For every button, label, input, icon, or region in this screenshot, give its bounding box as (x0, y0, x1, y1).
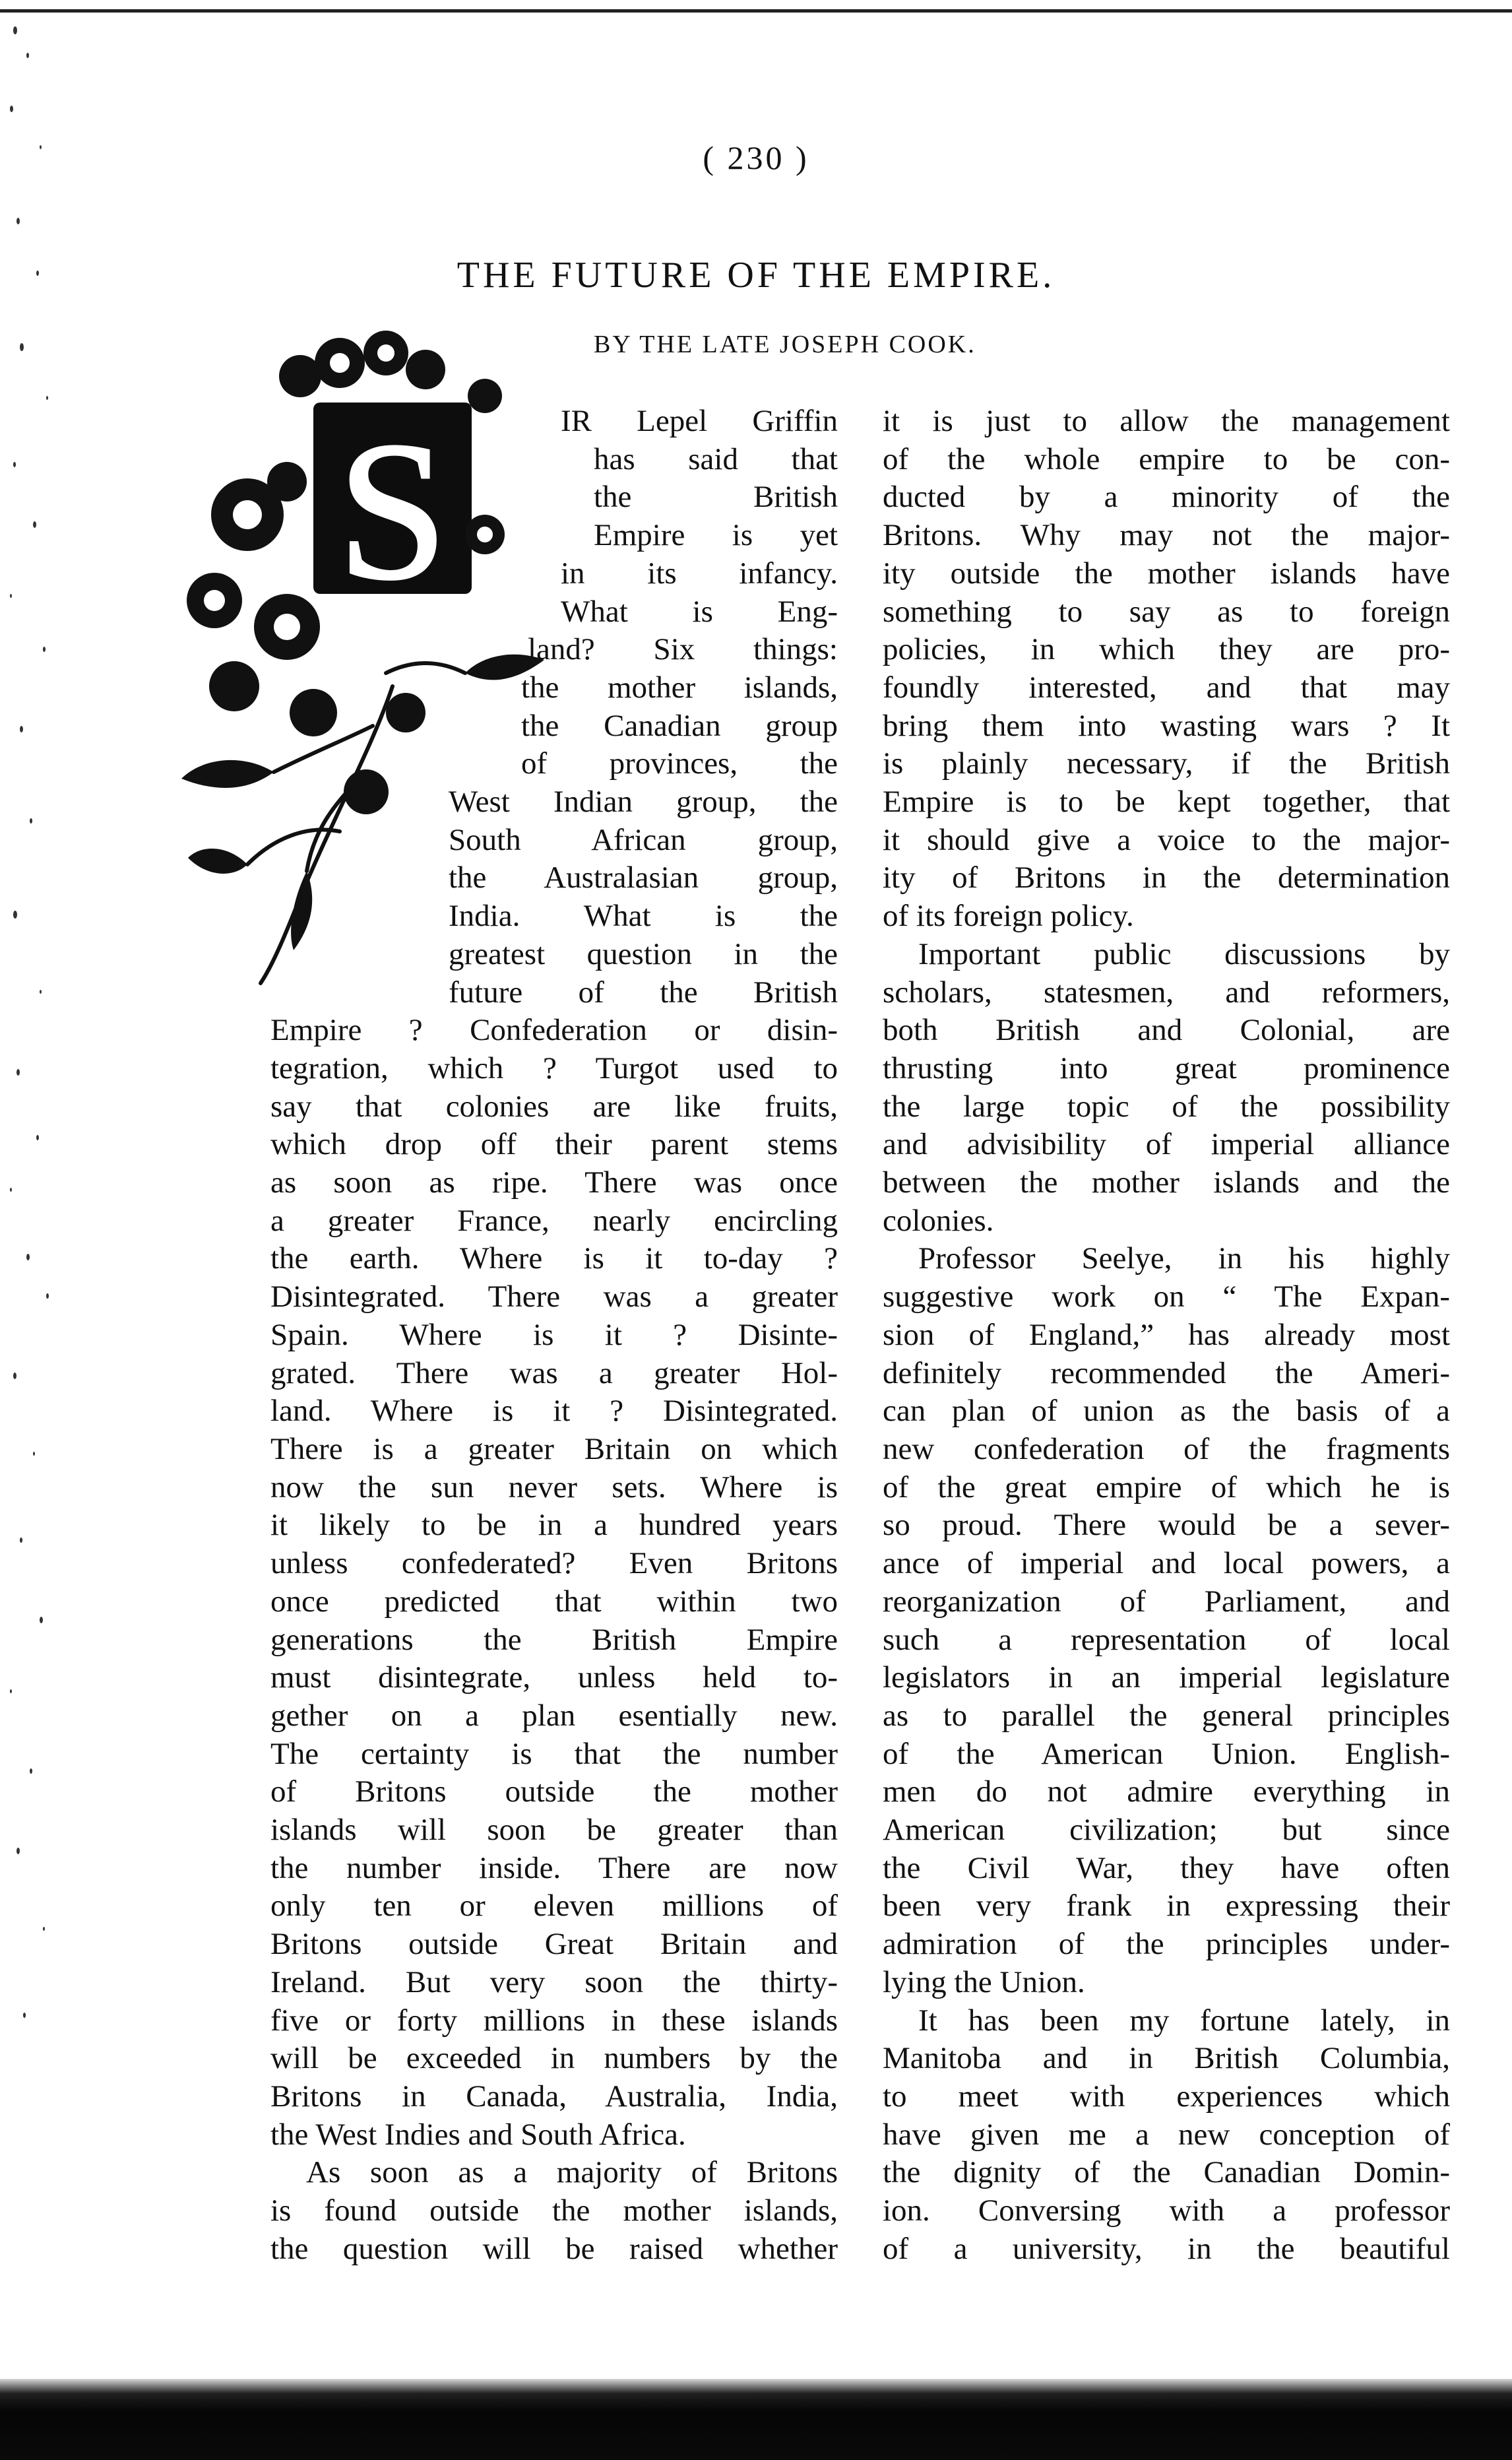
scan-speck (13, 911, 17, 919)
scan-speck (10, 1188, 12, 1192)
right_column-line: ion. Conversing with a professor (883, 2193, 1450, 2228)
right_column-line: of its foreign policy. (883, 899, 1134, 934)
left_column-line: the number inside. There are now (270, 1850, 838, 1885)
scan-speck (20, 1538, 22, 1543)
right_column-line: it is just to allow the management (883, 404, 1450, 438)
left_column-line: Spain. Where is it ? Disinte- (270, 1317, 838, 1352)
left_column-line: land? Six things: (528, 632, 838, 667)
right_column-line: of the whole empire to be con- (883, 441, 1450, 476)
drop-cap-letter: S (337, 401, 448, 620)
right_column-line: the large topic of the possibility (883, 1089, 1450, 1124)
left_column-line: the earth. Where is it to-day ? (270, 1241, 838, 1276)
page-number: ( 230 ) (703, 139, 809, 176)
scan-speck (30, 1768, 32, 1774)
left_column-line: tegration, which ? Turgot used to (270, 1051, 838, 1085)
right_column-line: foundly interested, and that may (883, 670, 1450, 705)
right_column-line: as to parallel the general principles (883, 1698, 1450, 1733)
left_column-line: land. Where is it ? Disintegrated. (270, 1394, 838, 1429)
scan-speck (13, 462, 16, 467)
right_column-line: Empire is to be kept together, that (883, 785, 1450, 820)
right_column-line: policies, in which they are pro- (883, 632, 1450, 667)
left_column-line: the British (594, 480, 838, 515)
left_column-line: of Britons outside the mother (270, 1774, 838, 1809)
left_column-line: the question will be raised whether (270, 2231, 838, 2266)
scan-speck (10, 1689, 12, 1693)
left_column-line: five or forty millions in these islands (270, 2003, 838, 2038)
left-text-column (270, 403, 838, 2268)
left_column-line: once predicted that within two (270, 1584, 838, 1619)
scan-speck (30, 818, 32, 824)
left-margin-scan-marks (0, 0, 73, 2460)
scan-speck (26, 53, 29, 58)
right_column-line: of a university, in the beautiful (883, 2231, 1450, 2266)
right_column-line: can plan of union as the basis of a (883, 1394, 1450, 1429)
right_column-line: Important public discussions by (918, 936, 1450, 971)
left_column-line: Empire is yet (594, 518, 838, 553)
left_column-line: greatest question in the (449, 936, 838, 971)
left_column-line: unless confederated? Even Britons (270, 1546, 838, 1581)
scan-speck (10, 106, 13, 112)
left_column-line: future of the British (449, 975, 838, 1010)
right_column-line: scholars, statesmen, and reformers, (883, 975, 1450, 1010)
left_column-line: The certainty is that the number (270, 1736, 838, 1771)
right_column-line: thrusting into great prominence (883, 1051, 1450, 1085)
scan-speck (20, 343, 24, 351)
scan-speck (16, 1069, 20, 1076)
left_column-line: grated. There was a greater Hol- (270, 1355, 838, 1390)
scan-speck (40, 1617, 43, 1623)
right_column-line: of the American Union. English- (883, 1736, 1450, 1771)
scan-speck (43, 1927, 45, 1931)
bottom-margin (0, 2349, 1512, 2382)
right_column-line: new confederation of the fragments (883, 1431, 1450, 1466)
left_column-line: IR Lepel Griffin (561, 404, 838, 438)
left_column-line: Empire ? Confederation or disin- (270, 1013, 838, 1048)
right_column-line: between the mother islands and the (883, 1165, 1450, 1200)
left_column-line: the Australasian group, (449, 860, 838, 895)
left_column-line: has said that (594, 441, 838, 476)
left_column-line: gether on a plan esentially new. (270, 1698, 838, 1733)
right_column-line: legislators in an imperial legislature (883, 1660, 1450, 1695)
left_column-line: as soon as ripe. There was once (270, 1165, 838, 1200)
scan-speck (23, 2013, 26, 2018)
scan-speck (46, 1293, 49, 1299)
right_column-line: to meet with experiences which (883, 2079, 1450, 2114)
scan-speck (36, 1135, 39, 1140)
left_column-line: India. What is the (449, 899, 838, 934)
right_column-line: definitely recommended the Ameri- (883, 1355, 1450, 1390)
right_column-line: the dignity of the Canadian Domin- (883, 2155, 1450, 2190)
right_column-line: so proud. There would be a sever- (883, 1508, 1450, 1543)
left_column-line: As soon as a majority of Britons (306, 2155, 838, 2190)
left_column-line: it likely to be in a hundred years (270, 1508, 838, 1543)
scan-speck (20, 726, 23, 732)
right_column-line: ance of imperial and local powers, a (883, 1546, 1450, 1581)
right_column-line: have given me a new conception of (883, 2117, 1450, 2152)
left_column-line: say that colonies are like fruits, (270, 1089, 838, 1124)
right_column-line: been very frank in expressing their (883, 1889, 1450, 1924)
byline: BY THE LATE JOSEPH COOK. (594, 331, 976, 358)
right_column-line: bring them into wasting wars ? It (883, 708, 1450, 743)
right_column-line: Britons. Why may not the major- (883, 518, 1450, 553)
right_column-line: men do not admire everything in (883, 1774, 1450, 1809)
left_column-line: now the sun never sets. Where is (270, 1470, 838, 1505)
scan-speck (26, 1254, 30, 1260)
left_column-line: Britons outside Great Britain and (270, 1927, 838, 1962)
left_column-line: must disintegrate, unless held to- (270, 1660, 838, 1695)
left_column-line: a greater France, nearly encircling (270, 1203, 838, 1238)
right_column-line: ity outside the mother islands have (883, 556, 1450, 591)
left_column-line: in its infancy. (561, 556, 838, 591)
left_column-line: What is Eng- (561, 594, 838, 629)
left_column-line: of provinces, the (521, 746, 838, 781)
right_column-line: ity of Britons in the determination (883, 860, 1450, 895)
scan-speck (10, 594, 12, 598)
left_column-line: the West Indies and South Africa. (270, 2117, 686, 2152)
right_column-line: something to say as to foreign (883, 594, 1450, 629)
right_column-line: It has been my fortune lately, in (918, 2003, 1450, 2038)
right_column-line: colonies. (883, 1203, 994, 1238)
left_column-line: There is a greater Britain on which (270, 1431, 838, 1466)
left_column-line: West Indian group, the (449, 785, 838, 820)
right_column-line: such a representation of local (883, 1622, 1450, 1657)
scan-speck (40, 990, 42, 994)
scan-speck (33, 521, 36, 528)
right_column-line: reorganization of Parliament, and (883, 1584, 1450, 1619)
right_column-line: lying the Union. (883, 1964, 1085, 1999)
left_column-line: Disintegrated. There was a greater (270, 1279, 838, 1314)
right_column-line: ducted by a minority of the (883, 480, 1450, 515)
right_column-line: and advisibility of imperial alliance (883, 1127, 1450, 1162)
left_column-line: only ten or eleven millions of (270, 1889, 838, 1924)
right_column-line: American civilization; but since (883, 1813, 1450, 1848)
left_column-line: islands will soon be greater than (270, 1813, 838, 1848)
right_column-line: suggestive work on “ The Expan- (883, 1279, 1450, 1314)
right-text-column (883, 403, 1450, 2268)
left_column-line: Ireland. But very soon the thirty- (270, 1964, 838, 1999)
left_column-line: the Canadian group (521, 708, 838, 743)
scan-speck (16, 218, 20, 224)
right_column-line: is plainly necessary, if the British (883, 746, 1450, 781)
right_column-line: it should give a voice to the major- (883, 822, 1450, 857)
scan-speck (43, 647, 46, 652)
left_column-line: will be exceeded in numbers by the (270, 2041, 838, 2076)
right_column-line: Manitoba and in British Columbia, (883, 2041, 1450, 2076)
scan-speck (16, 1848, 20, 1854)
top-scan-rule (0, 9, 1512, 13)
right_column-line: admiration of the principles under- (883, 1927, 1450, 1962)
left_column-line: Britons in Canada, Australia, India, (270, 2079, 838, 2114)
left_column-line: generations the British Empire (270, 1622, 838, 1657)
right_column-line: Professor Seelye, in his highly (918, 1241, 1450, 1276)
article-title: THE FUTURE OF THE EMPIRE. (457, 255, 1055, 296)
scan-speck (33, 1452, 35, 1456)
left_column-line: South African group, (449, 822, 838, 857)
right_column-line: sion of England,” has already most (883, 1317, 1450, 1352)
left_column-line: which drop off their parent stems (270, 1127, 838, 1162)
bottom-scan-edge (0, 2379, 1512, 2460)
scan-speck (13, 26, 17, 34)
right_column-line: both British and Colonial, are (883, 1013, 1450, 1048)
left_column-line: is found outside the mother islands, (270, 2193, 838, 2228)
left_column-line: the mother islands, (521, 670, 838, 705)
scan-speck (46, 396, 48, 400)
scan-speck (13, 1373, 16, 1379)
right_column-line: of the great empire of which he is (883, 1470, 1450, 1505)
right_column-line: the Civil War, they have often (883, 1850, 1450, 1885)
